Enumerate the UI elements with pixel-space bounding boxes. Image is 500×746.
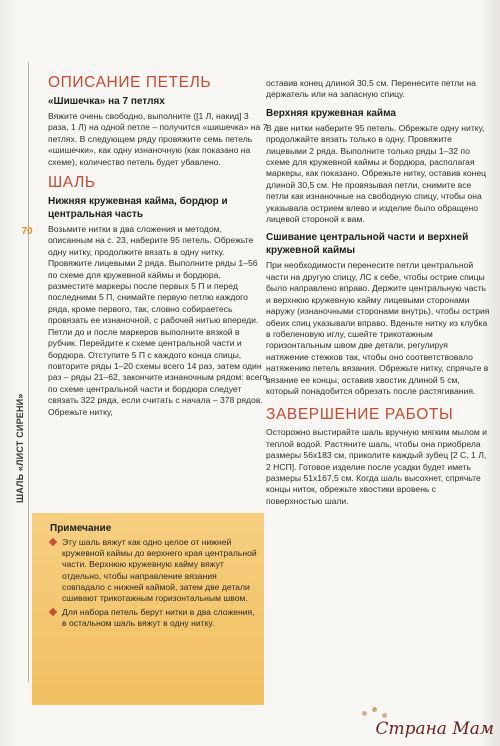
note-item-text: Для набора петель берут нитки в два сложения, в остальном шаль вяжут в одну нитку. <box>62 607 255 629</box>
note-item <box>50 537 260 604</box>
subheading-sewing: Сшивание центральной части и верхней кружевной каймы <box>266 232 469 257</box>
subheading-cone: «Шишечка» на 7 петлях <box>48 96 165 107</box>
paragraph-finishing: Осторожно выстирайте шаль вручную мягким мылом и теплой водой. Растяните шаль, чтобы она приобрела размеры 56х183 см, приколите каждый зубец [2 С, 1 Л, 2 НСП]. Готовое изделие после усадки будет иметь размеры 51х167,5 см. Когда шаль высохнет, спрячьте концы ниток, обрежьте хвостики вровень с поверхностью шали. <box>266 427 487 506</box>
paragraph-lower-border: Возьмите нитки в два сложения и методом, описанным на с. 23, наберите 95 петель. Обрежьте одну нитку, продолжите вязать в одну нитку. Провяжите лицевыми 2 ряда. Выполните ряды 1–56 по схеме для кружевной каймы и бордюра, разместите маркеры после первых 5 П и перед последними 5 П, снимайте первую петлю каждого ряда, кроме первого, так, словно собираетесь провязать ее изнаночной, с рабочей нитью впереди. Петли до и после маркеров выполните вязкой в рубчик. Перейдите к схеме центральной части и бордюра. Отступите 5 П с каждого конца спицы, повторите ряды 1–20 схемы всего 14 раз, затем один раз – ряды 21–62, закончите изнаночным рядом: всего по схеме центральной части и бордюра следует связать 322 ряда, если считать с начала – 378 рядов. Обрежьте нитку, <box>48 224 268 417</box>
watermark-dot <box>372 707 377 712</box>
page-number: 70 <box>21 226 33 237</box>
note-content <box>50 523 260 633</box>
note-title: Примечание <box>50 523 112 534</box>
subheading-upper-border: Верхняя кружевная кайма <box>266 107 396 119</box>
paragraph-upper-border: В две нитки наберите 95 петель. Обрежьте одну нитку, продолжайте вязать только в одну. Провяжите лицевыми 2 ряда. Выполните только ряды 1–32 по схеме для кружевной каймы и бордюра, располагая маркеры, как показано. Обрежьте нитку, оставив конец длиной 30,5 см. Не провязывая петли, снимите все петли как изнаночные на свободную спицу, чтобы она указывала острием влево и изделие было обращено лицевой стороной к вам. <box>266 122 487 225</box>
site-watermark <box>344 707 494 741</box>
heading-shawl: ШАЛЬ <box>48 174 96 192</box>
running-title-text: ШАЛЬ «ЛИСТ СИРЕНИ» <box>15 393 25 503</box>
watermark-logo-text: Страна Мам <box>375 719 494 739</box>
right-column <box>266 78 491 507</box>
diamond-bullet-icon <box>49 608 57 616</box>
heading-finishing: ЗАВЕРШЕНИЕ РАБОТЫ <box>266 406 454 424</box>
diamond-bullet-icon <box>49 538 57 546</box>
watermark-dot <box>362 711 367 716</box>
spacer <box>266 397 491 406</box>
paragraph-sewing: При необходимости перенесите петли центральной части на другую спицу, ЛС к себе, чтобы острие спицы было направлено вправо. Держите центральную часть и верхнюю кружевную кайму лицевыми сторонами наружу (изнаночными сторонами внутрь), чтобы острия обеих спиц указывали вправо. Вденьте нитку из клубка в гобеленовую иглу, сшейте трикотажным горизонтальным швом две детали, регулируя натяжение стежков так, чтобы оно соответствовало натяжению петель вязания. Обрежьте нитку, спрячьте в вязание ее концы, оставив хвостик длиной 5 см, который понадобится обрезать после растягивания. <box>266 260 490 396</box>
note-box <box>32 513 264 705</box>
watermark-dot <box>382 713 387 718</box>
left-column <box>48 74 268 418</box>
side-rule <box>28 62 29 682</box>
paragraph-continued: оставив конец длиной 30,5 см. Перенесите петли на держатель или на запасную спицу. <box>266 78 476 100</box>
running-title <box>13 243 27 503</box>
paragraph-cone: Вяжите очень свободно, выполните ([1 Л, накид] 3 раза, 1 Л) на одной петле – получится «шишечка» на 7 петлях. В следующем ряду провяжите семь петель «шишечки», как одну изнаночную (как показано на схеме), количество петель будет убавлено. <box>48 111 268 167</box>
subheading-lower-border: Нижняя кружевная кайма, бордюр и центральная часть <box>48 196 228 221</box>
note-item-text: Эту шаль вяжут как одно целое от нижней кружевной каймы до верхнего края центральной части. Верхнюю кружевную кайму вяжут отдельно, чтобы направление вязания совпадало с нижней каймой, затем две детали сшивают трикотажным горизонтальным швом. <box>62 537 257 604</box>
note-item <box>50 607 260 629</box>
heading-stitches: ОПИСАНИЕ ПЕТЕЛЬ <box>48 74 212 91</box>
